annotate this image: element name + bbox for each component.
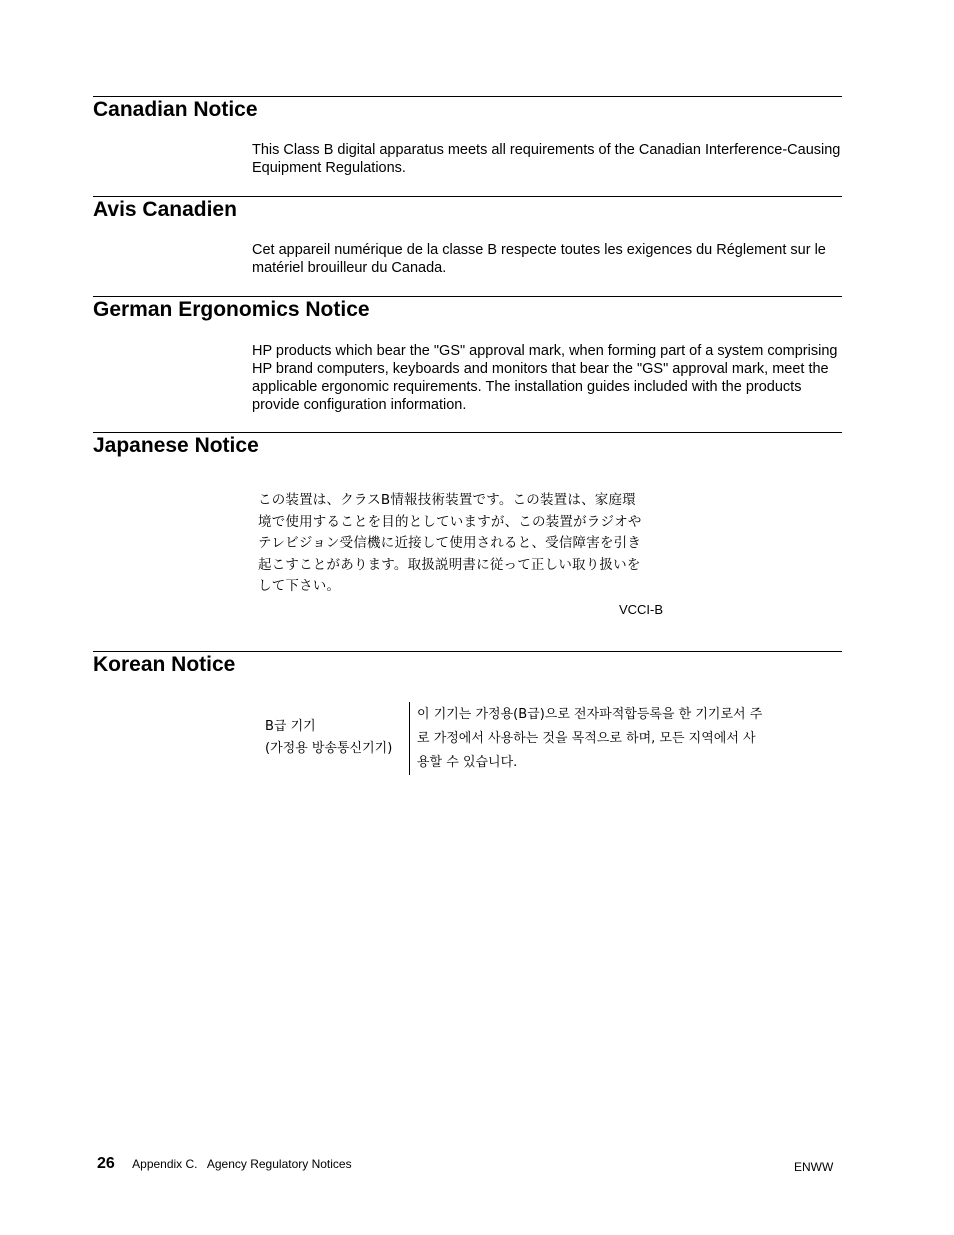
canadian-notice-body: This Class B digital apparatus meets all requirements of the Canadian Interference-Causing Equipment Regulations. [252, 142, 841, 176]
section-rule [93, 196, 842, 197]
german-notice-header [93, 296, 842, 320]
korean-class-line: (가정용 방송통신기기) [265, 741, 393, 756]
section-rule [93, 296, 842, 297]
korean-notice-text [417, 703, 802, 775]
canadian-notice-title: Canadian Notice [93, 98, 258, 121]
japanese-notice-header [93, 432, 842, 456]
canadian-notice-header [93, 96, 842, 120]
korean-line: 로 가정에서 사용하는 것을 목적으로 하며, 모든 지역에서 사 [417, 731, 756, 746]
section-rule [93, 651, 842, 652]
avis-canadien-header [93, 196, 842, 220]
korean-divider [409, 702, 410, 775]
footer-right-label: ENWW [794, 1160, 834, 1174]
vcci-mark: VCCI-B [618, 602, 663, 617]
german-notice-body: HP products which bear the "GS" approval mark, when forming part of a system comprising HP brand computers, keyboards and monitors that bear the "GS" approval mark, meet the applicable ergonomic requirements. The installation guides included with the products provide configuration information. [252, 343, 838, 413]
japanese-notice-title: Japanese Notice [93, 434, 259, 457]
german-notice-title: German Ergonomics Notice [93, 298, 370, 321]
avis-canadien-body: Cet appareil numérique de la classe B respecte toutes les exigences du Réglement sur le matériel brouilleur du Canada. [252, 242, 826, 276]
footer-chapter: Appendix C. Agency Regulatory Notices [132, 1157, 352, 1171]
page-number: 26 [97, 1155, 115, 1172]
japanese-notice-text [258, 490, 663, 598]
japanese-line: して下さい。 [258, 578, 341, 594]
japanese-line: 境で使用することを目的としていますが、この装置がラジオや [258, 513, 642, 530]
korean-device-class [265, 716, 392, 760]
korean-line: 용할 수 있습니다. [417, 755, 518, 770]
section-rule [93, 96, 842, 97]
footer-left [97, 1155, 352, 1173]
avis-canadien-title: Avis Canadien [93, 198, 237, 221]
korean-notice-header [93, 651, 842, 675]
japanese-line: 起こすことがあります。取扱説明書に従って正しい取り扱いを [258, 556, 641, 573]
section-rule [93, 432, 842, 433]
korean-notice-title: Korean Notice [93, 653, 236, 676]
japanese-line: この装置は、クラスB情報技術装置です。この装置は、家庭環 [258, 492, 636, 508]
korean-line: 이 기기는 가정용(B급)으로 전자파적합등록을 한 기기로서 주 [417, 707, 763, 722]
japanese-line: テレビジョン受信機に近接して使用されると、受信障害を引き [258, 535, 642, 551]
korean-class-line: B급 기기 [265, 719, 316, 734]
